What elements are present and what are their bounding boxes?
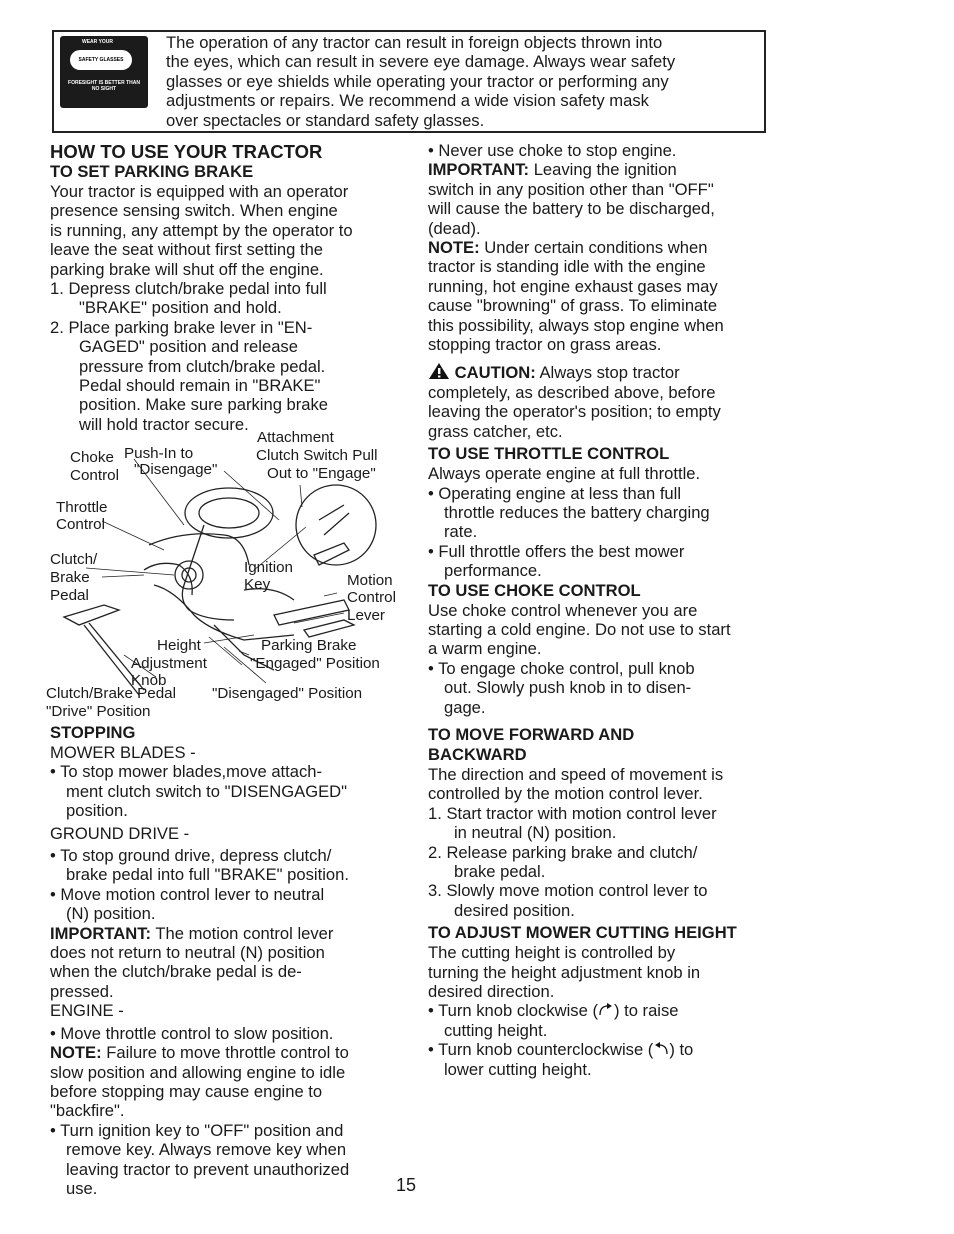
clockwise-arrow-icon (598, 1003, 614, 1017)
text-line: • Turn knob clockwise ( (428, 1001, 598, 1021)
text-line: turning the height adjustment knob in (428, 962, 701, 982)
important-note-left (50, 924, 400, 1002)
label-choke: Choke (70, 449, 114, 466)
text-line: pressed. (50, 981, 114, 1001)
text-line: 3. Slowly move motion control lever to (428, 881, 708, 901)
text-line: running, hot engine exhaust gases may (428, 276, 718, 296)
right-column (428, 141, 773, 1079)
caution-label: CAUTION: (454, 363, 536, 383)
text-line: is running, any attempt by the operator to (50, 220, 353, 240)
step-2 (50, 318, 400, 434)
text-line: does not return to neutral (N) position (50, 943, 325, 963)
text-line: cause "browning" of grass. To eliminate (428, 296, 718, 316)
label-height: Height (157, 637, 201, 654)
text-line: this possibility, always stop engine when (428, 315, 724, 335)
text-line: position. (66, 801, 128, 821)
label-clutch-switch: Clutch Switch Pull (256, 447, 378, 464)
text-line: • Move motion control lever to neutral (50, 884, 325, 904)
label-pedal: Pedal (50, 587, 89, 604)
text-line: slow position and allowing engine to idle (50, 1062, 346, 1082)
important-label: IMPORTANT: (428, 160, 530, 180)
text-line: when the clutch/brake pedal is de- (50, 962, 302, 982)
stopping-heading: STOPPING (50, 723, 136, 742)
warning-line: over spectacles or standard safety glasses. (166, 110, 485, 130)
text-line: cutting height. (444, 1020, 548, 1040)
note-left (50, 1043, 400, 1121)
text-line: position. Make sure parking brake (79, 395, 329, 415)
text-line: will hold tractor secure. (79, 414, 249, 434)
label-throttle-control: Control (56, 516, 105, 533)
caution-note (428, 362, 773, 441)
label-choke-control: Control (70, 467, 119, 484)
parking-brake-intro (50, 182, 400, 279)
label-ignition: Ignition (244, 559, 293, 576)
tractor-controls-figure (44, 425, 404, 727)
text-line: "backfire". (50, 1101, 125, 1121)
text-line: before stopping may cause engine to (50, 1081, 323, 1101)
label-brake: Brake (50, 569, 90, 586)
stopping-section (50, 723, 400, 1198)
label-key: Key (244, 576, 271, 593)
label-disengage: "Disengage" (134, 461, 218, 478)
label-knob: Knob (131, 672, 167, 689)
text-line: switch in any position other than "OFF" (428, 179, 714, 199)
important-label: IMPORTANT: (50, 923, 152, 943)
label-engaged-position: "Engaged" Position (250, 655, 380, 672)
ground-bullet-1 (50, 846, 400, 885)
counterclockwise-arrow-icon (653, 1042, 669, 1056)
text-line: leave the seat without first setting the (50, 240, 324, 260)
text-line: desired position. (454, 900, 575, 920)
text-line: Your tractor is equipped with an operator (50, 182, 349, 201)
text-line: desired direction. (428, 982, 555, 1002)
choke-bullet (428, 659, 773, 717)
label-lever: Lever (347, 607, 385, 624)
text-line: 2. Release parking brake and clutch/ (428, 842, 698, 862)
text-line: lower cutting height. (444, 1059, 592, 1079)
safety-warning-text (166, 33, 762, 130)
text-line: Under certain conditions when (479, 238, 708, 258)
text-line: out. Slowly push knob in to disen- (444, 678, 692, 698)
throttle-heading: TO USE THROTTLE CONTROL (428, 444, 670, 464)
text-line: • Full throttle offers the best mower (428, 541, 685, 561)
label-attachment: Attachment (257, 429, 334, 446)
text-line: use. (66, 1178, 98, 1198)
text-line: Leaving the ignition (529, 160, 677, 180)
text-line: ) to raise (613, 1001, 679, 1021)
text-line: ) to (669, 1040, 694, 1060)
move-step-3 (428, 881, 773, 920)
mower-blades-label: MOWER BLADES - (50, 743, 196, 762)
text-line: starting a cold engine. Do not use to start (428, 619, 731, 639)
choke-heading: TO USE CHOKE CONTROL (428, 580, 641, 600)
text-line: • Turn ignition key to "OFF" position and (50, 1120, 344, 1140)
warning-line: adjustments or repairs. We recommend a wide vision safety mask (166, 91, 649, 111)
text-line: BACKWARD (428, 744, 527, 764)
text-line: stopping tractor on grass areas. (428, 335, 662, 355)
text-line: controlled by the motion control lever. (428, 784, 703, 804)
text-line: performance. (444, 561, 542, 581)
text-line: brake pedal into full "BRAKE" position. (66, 865, 349, 885)
text-line: brake pedal. (454, 862, 546, 881)
caution-icon (428, 362, 450, 380)
text-line: pressure from clutch/brake pedal. (79, 356, 326, 376)
warning-line: glasses or eye shields while operating your tractor or performing any (166, 71, 669, 91)
ground-bullet-2 (50, 885, 400, 924)
label-parking-brake: Parking Brake (261, 637, 357, 654)
throttle-bullet-1 (428, 484, 773, 542)
text-line: presence sensing switch. When engine (50, 201, 338, 221)
page-number: 15 (396, 1175, 417, 1195)
height-heading: TO ADJUST MOWER CUTTING HEIGHT (428, 923, 737, 943)
text-line: grass catcher, etc. (428, 421, 563, 441)
text-line: remove key. Always remove key when (66, 1140, 347, 1160)
text-line: GAGED" position and release (79, 337, 298, 357)
text-line: • To stop mower blades,move attach- (50, 762, 323, 782)
text-line: rate. (444, 522, 478, 542)
text-line: The direction and speed of movement is (428, 764, 724, 784)
text-line: • To engage choke control, pull knob (428, 658, 695, 678)
label-motion-control: Control (347, 589, 396, 606)
choke-intro (428, 601, 773, 659)
label-drive-position: "Drive" Position (46, 703, 151, 720)
safety-warning-box (52, 30, 766, 133)
text-line: parking brake will shut off the engine. (50, 259, 324, 279)
label-clutch-brake-pedal: Clutch/Brake Pedal (46, 685, 177, 702)
goggles-text: SAFETY GLASSES (70, 50, 132, 70)
text-line: • Turn knob counterclockwise ( (428, 1040, 654, 1060)
label-throttle: Throttle (56, 499, 108, 516)
height-bullet-1 (428, 1001, 773, 1040)
key-bullet (50, 1121, 400, 1199)
note-label: NOTE: (50, 1043, 102, 1063)
label-clutch: Clutch/ (50, 551, 98, 568)
text-line: ment clutch switch to "DISENGAGED" (66, 781, 348, 801)
important-note-right (428, 160, 773, 238)
move-step-2 (428, 843, 773, 882)
move-intro (428, 765, 773, 804)
label-motion: Motion (347, 572, 393, 589)
text-line: "BRAKE" position and hold. (79, 298, 282, 318)
text-line: • Operating engine at less than full (428, 483, 682, 503)
move-heading (428, 725, 773, 765)
warning-line: the eyes, which can result in severe eye damage. Always wear safety (166, 52, 676, 72)
safety-glasses-icon (60, 36, 148, 108)
text-line: gage. (444, 697, 486, 717)
text-line: Use choke control whenever you are (428, 600, 698, 620)
label-disengaged-position: "Disengaged" Position (212, 685, 363, 702)
mower-bullet (50, 762, 400, 820)
section-title: HOW TO USE YOUR TRACTOR (50, 141, 323, 162)
text-line: in neutral (N) position. (454, 823, 617, 843)
text-line: tractor is standing idle with the engine (428, 257, 706, 277)
text-line: (N) position. (66, 904, 156, 924)
text-line: TO MOVE FORWARD AND (428, 724, 635, 744)
height-bullet-2 (428, 1040, 773, 1079)
ground-drive-label: GROUND DRIVE - (50, 823, 190, 843)
label-out-to-engage: Out to "Engage" (267, 465, 376, 482)
height-intro (428, 943, 773, 1001)
text-line: 2. Place parking brake lever in "EN- (50, 317, 313, 337)
icon-top-text: WEAR YOUR (82, 39, 114, 45)
throttle-bullet-2 (428, 542, 773, 581)
parking-brake-heading: TO SET PARKING BRAKE (50, 162, 254, 181)
text-line: The cutting height is controlled by (428, 943, 676, 963)
text-line: Pedal should remain in "BRAKE" (79, 376, 321, 396)
text-line: a warm engine. (428, 639, 542, 659)
label-adjustment: Adjustment (131, 655, 207, 672)
text-line: throttle reduces the battery charging (444, 502, 710, 522)
text-line: Failure to move throttle control to (101, 1043, 349, 1063)
note-label: NOTE: (428, 238, 480, 258)
throttle-intro: Always operate engine at full throttle. (428, 464, 701, 484)
step-1 (50, 279, 400, 318)
text-line: leaving tractor to prevent unauthorized (66, 1159, 350, 1179)
text-line: • To stop ground drive, depress clutch/ (50, 846, 332, 866)
text-line: leaving the operator's position; to empty (428, 402, 721, 422)
text-line: completely, as described above, before (428, 382, 716, 402)
text-line: Always stop tractor (535, 363, 680, 383)
engine-bullet: • Move throttle control to slow position. (50, 1023, 334, 1043)
engine-label: ENGINE - (50, 1001, 124, 1021)
left-column (50, 142, 400, 434)
text-line: 1. Start tractor with motion control lever (428, 803, 717, 823)
text-line: will cause the battery to be discharged, (428, 199, 715, 219)
label-push-in: Push-In to (124, 445, 194, 462)
text-line: The motion control lever (151, 923, 334, 943)
text-line: (dead). (428, 218, 481, 238)
move-step-1 (428, 804, 773, 843)
text-line: 1. Depress clutch/brake pedal into full (50, 279, 327, 299)
warning-line: The operation of any tractor can result in foreign objects thrown into (166, 33, 663, 52)
note-right (428, 238, 773, 354)
icon-bottom-text: FORESIGHT IS BETTER THAN NO SIGHT (68, 80, 140, 92)
choke-warning-bullet: • Never use choke to stop engine. (428, 141, 677, 160)
